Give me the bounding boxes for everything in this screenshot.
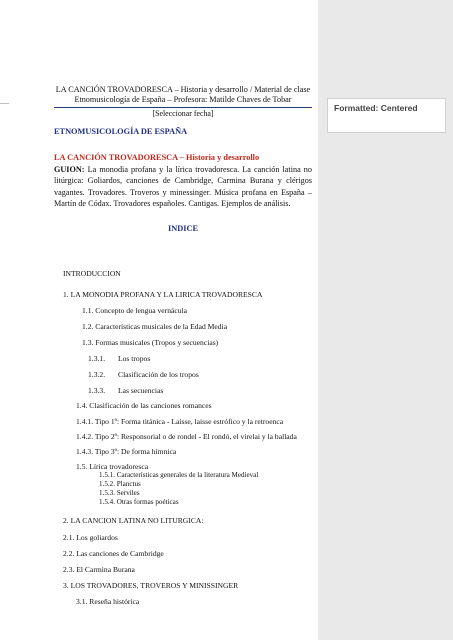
toc-item: INTRODUCCION <box>63 269 121 278</box>
toc-item: 1.2. Características musicales de la Edad Media <box>82 322 228 331</box>
toc-item: 1.1. Concepto de lengua vernácula <box>82 306 188 315</box>
toc-number: 1.3.2. <box>88 370 106 379</box>
comments-pane <box>318 0 453 640</box>
toc-item: 1.3. Formas musicales (Tropos y secuencias) <box>82 338 219 347</box>
toc-item: 2.3. El Carmina Burana <box>63 565 135 574</box>
toc-item: Los tropos <box>118 354 151 363</box>
toc-item: 1.5. Lírica trovadoresca <box>76 462 149 471</box>
toc-item: 3. LOS TROVADORES, TROVEROS Y MINISSINGER <box>63 581 239 590</box>
toc-item: 3.1. Reseña histórica <box>76 597 140 606</box>
toc-item: 1.5.1. Características generales de la literatura Medieval <box>99 471 259 479</box>
subtitle: LA CANCIÓN TROVADORESCA – Historia y desarrollo <box>54 153 260 162</box>
format-comment-balloon[interactable] <box>327 98 446 133</box>
toc-item: 1.4.3. Tipo 3º: De forma hímnica <box>76 447 177 456</box>
header-line-2: Etnomusicología de España – Profesora: Matilde Chaves de Tobar <box>74 95 292 104</box>
toc-item: 1.5.2. Planctus <box>99 480 141 488</box>
toc-item: 1.4.1. Tipo 1º: Forma titánica - Laisse, laisse estrófico y la retroenca <box>76 417 284 426</box>
page-header <box>54 85 312 105</box>
toc-item: 2.2. Las canciones de Cambridge <box>63 549 164 558</box>
toc-item: Las secuencias <box>118 386 164 395</box>
guion-paragraph <box>54 164 312 209</box>
toc-item: 1. LA MONODIA PROFANA Y LA LIRICA TROVADORESCA <box>63 290 263 299</box>
format-comment-label: Formatted: Centered <box>334 103 418 113</box>
toc-number: 1.3.3. <box>88 386 106 395</box>
guion-label: GUION: <box>54 165 85 174</box>
toc-item: Clasificación de los tropos <box>118 370 199 379</box>
toc-number: 1.3.1. <box>88 354 106 363</box>
header-line-1: LA CANCIÓN TROVADORESCA – Historia y desarrollo / Material de clase <box>55 85 311 94</box>
guion-text: La monodia profana y la lírica trovadoresca. La canción latina no litúrgica: Goliardos, canciones de Cambridge, Carmina Burana y clérigos vagantes. Trovadores. Troveros y minessinger. Música profana en España – Martín de Códax. Trovadores españoles. Cantigas. Ejemplos de análisis. <box>54 165 312 208</box>
toc-item: 1.5.4. Otras formas poéticas <box>99 498 179 506</box>
section-title: ETNOMUSICOLOGÍA DE ESPAÑA <box>54 127 188 136</box>
toc-item: 1.4. Clasificación de las canciones romances <box>76 401 212 410</box>
comment-connector <box>0 103 9 104</box>
toc-item: 2. LA CANCION LATINA NO LITURGICA: <box>63 516 204 525</box>
indice-title: INDICE <box>168 224 198 233</box>
header-rule <box>54 107 312 108</box>
toc-item: 1.4.2. Tipo 2º: Responsorial o de rondel - El rondó, el virelai y la ballada <box>76 432 297 441</box>
toc-item: 2.1. Los goliardos <box>63 533 118 542</box>
date-picker-field[interactable]: [Seleccionar fecha] <box>152 109 214 118</box>
toc-item: 1.5.3. Serviles <box>99 489 140 497</box>
